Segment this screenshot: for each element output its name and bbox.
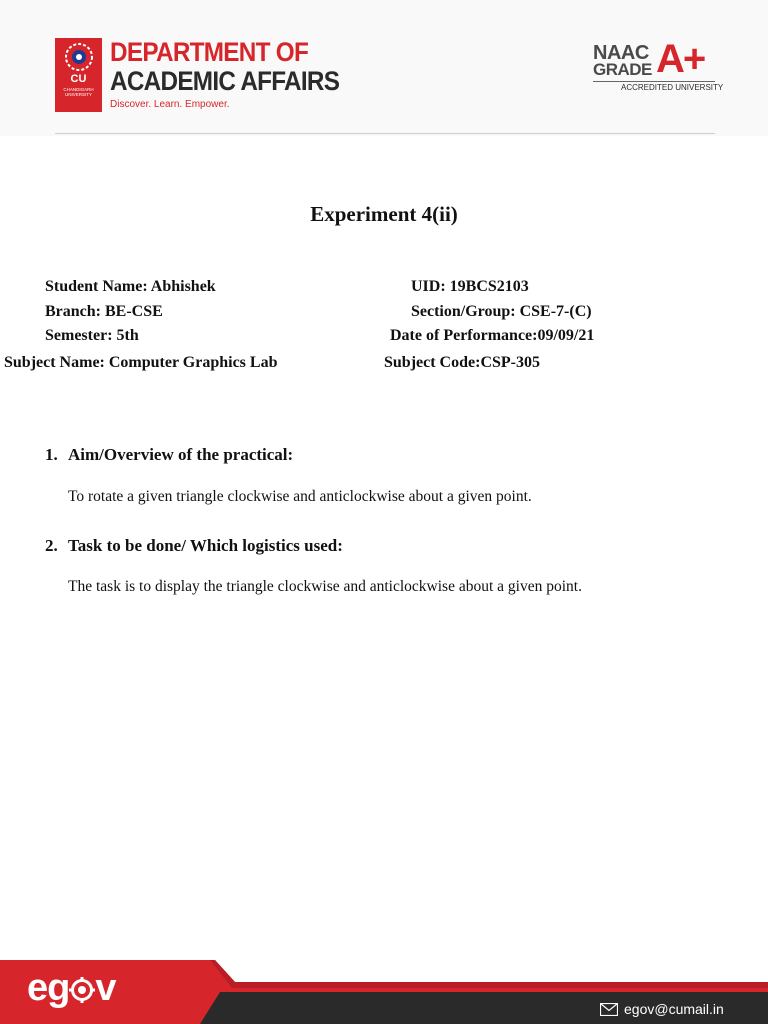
egov-letter-e: e	[27, 967, 48, 1009]
branch: Branch: BE-CSE	[45, 303, 163, 320]
tagline: Discover. Learn. Empower.	[110, 99, 230, 110]
cu-logo-subtext: CHANDIGARH UNIVERSITY	[63, 87, 94, 97]
experiment-title: Experiment 4(ii)	[310, 202, 458, 226]
semester: Semester: 5th	[45, 327, 139, 344]
uid: UID: 19BCS2103	[411, 278, 529, 295]
department-title	[110, 38, 339, 96]
section-heading-task	[45, 535, 343, 557]
naac-grade: A+	[656, 37, 705, 81]
subject-name: Subject Name: Computer Graphics Lab	[4, 354, 278, 371]
section-text-aim: To rotate a given triangle clockwise and anticlockwise about a given point.	[68, 488, 532, 505]
header-divider	[55, 133, 715, 134]
section-number: 2.	[45, 536, 58, 555]
section-number: 1.	[45, 445, 58, 464]
mail-icon	[600, 1003, 618, 1016]
grade-label: GRADE	[593, 60, 652, 79]
department-line-1: DEPARTMENT OF	[110, 37, 309, 67]
naac-divider	[593, 81, 715, 82]
accredited-label: ACCREDITED UNIVERSITY	[621, 83, 724, 92]
student-name: Student Name: Abhishek	[45, 278, 216, 295]
section-heading-text: Aim/Overview of the practical:	[68, 445, 294, 464]
section-group: Section/Group: CSE-7-(C)	[411, 303, 592, 320]
cu-emblem-icon	[63, 41, 95, 73]
naac-badge	[593, 37, 724, 95]
footer-email[interactable]	[600, 1001, 724, 1017]
section-heading-aim	[45, 444, 293, 466]
egov-letter-v: v	[95, 967, 116, 1009]
letterhead	[0, 0, 768, 136]
section-heading-text: Task to be done/ Which logistics used:	[68, 536, 343, 555]
department-line-2: ACADEMIC AFFAIRS	[110, 66, 340, 96]
date-of-performance: Date of Performance:09/09/21	[390, 327, 595, 344]
subject-code: Subject Code:CSP-305	[384, 354, 540, 371]
cu-logo	[55, 38, 102, 112]
section-text-task: The task is to display the triangle clockwise and anticlockwise about a given point.	[68, 578, 582, 595]
egov-logo	[27, 966, 116, 1010]
gear-icon	[69, 977, 95, 1003]
email-address[interactable]: egov@cumail.in	[624, 1001, 724, 1017]
naac-label: NAAC	[593, 42, 649, 64]
egov-letter-g: g	[47, 967, 70, 1009]
cu-logo-text: CU	[70, 73, 87, 85]
